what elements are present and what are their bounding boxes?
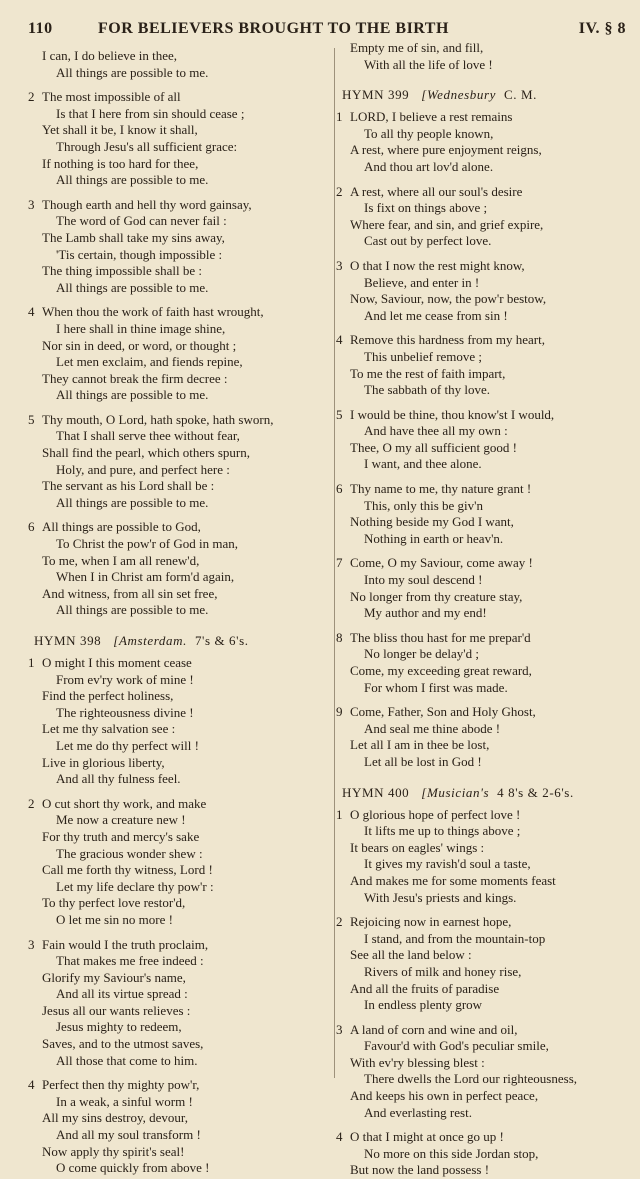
left-column xyxy=(28,48,327,1177)
verse-text: Fain would I the truth proclaim, xyxy=(42,936,209,952)
verse-number: 1 xyxy=(336,109,343,125)
verse-line: Let me thy salvation see : xyxy=(42,721,176,737)
verse-text: Thy mouth, O Lord, hath spoke, hath sworn, xyxy=(42,411,274,427)
verse-line: Nothing beside my God I want, xyxy=(350,514,514,530)
verse-line: That makes me free indeed : xyxy=(56,953,204,969)
verse-line: Saves, and to the utmost saves, xyxy=(42,1036,204,1052)
verse-line xyxy=(28,304,327,321)
verse-line: Cast out by perfect love. xyxy=(364,233,492,249)
verse-gap xyxy=(42,511,327,519)
verse-text: Come, O my Saviour, come away ! xyxy=(350,555,533,571)
tune-name: [Amsterdam. xyxy=(113,633,187,648)
verse-line xyxy=(28,655,327,672)
verse-line: I want, and thee alone. xyxy=(364,456,482,472)
verse-line: Where fear, and sin, and grief expire, xyxy=(350,216,544,232)
verse-line xyxy=(28,1077,327,1094)
verse-line: And all its virtue spread : xyxy=(56,986,188,1002)
verse-line: The sabbath of thy love. xyxy=(364,382,490,398)
verse-line: And everlasting rest. xyxy=(364,1104,472,1120)
verse-number: 2 xyxy=(336,914,343,930)
verse-line: Favour'd with God's peculiar smile, xyxy=(364,1038,549,1054)
verse-line: To all thy people known, xyxy=(364,125,494,141)
verse-line: And all thy fulness feel. xyxy=(56,771,181,787)
verse-line: And makes me for some moments feast xyxy=(350,872,556,888)
verse-line: And all my soul transform ! xyxy=(56,1127,201,1143)
verse-line: Live in glorious liberty, xyxy=(42,754,165,770)
verse-text: O might I this moment cease xyxy=(42,655,192,670)
verse-line: For thy truth and mercy's sake xyxy=(42,828,200,844)
verse-line xyxy=(336,629,635,647)
verse-line xyxy=(28,936,327,954)
verse-line: To thy perfect love restor'd, xyxy=(42,895,186,911)
verse-line: To me, when I am all renew'd, xyxy=(42,552,200,568)
verse-line: There dwells the Lord our righteousness, xyxy=(364,1071,578,1087)
verse-line: Is fixt on things above ; xyxy=(364,200,488,216)
verse-line: Jesus mighty to redeem, xyxy=(56,1019,182,1035)
verse-gap xyxy=(350,1121,635,1129)
verse-number: 3 xyxy=(336,1021,343,1037)
verse-text: O that I might at once go up ! xyxy=(350,1129,504,1145)
right-column xyxy=(336,40,635,1179)
verse-line: And all the fruits of paradise xyxy=(350,980,500,996)
verse-gap xyxy=(42,81,327,89)
verse-line: And let me cease from sin ! xyxy=(364,307,508,323)
verse-line: If nothing is too hard for thee, xyxy=(42,155,199,171)
verse-line: All my sins destroy, devour, xyxy=(42,1110,188,1126)
verse-line: The righteousness divine ! xyxy=(56,704,194,720)
verse-gap xyxy=(42,619,327,627)
verse-gap xyxy=(350,176,635,184)
verse-line: Now, Saviour, now, the pow'r bestow, xyxy=(350,291,547,307)
verse-line xyxy=(336,1021,635,1039)
section-mark: IV. § 8 xyxy=(578,20,626,37)
verse-line xyxy=(336,183,635,201)
verse-text: O that I now the rest might know, xyxy=(350,257,525,273)
verse-number: 4 xyxy=(336,1129,343,1145)
verse-number: 2 xyxy=(336,183,343,199)
verse-line: They cannot break the firm decree : xyxy=(42,370,228,386)
verse-line: To Christ the pow'r of God in man, xyxy=(56,536,238,552)
verse-number: 3 xyxy=(336,257,343,273)
verse-text: Come, Father, Son and Holy Ghost, xyxy=(350,704,536,720)
verse-line xyxy=(336,1129,635,1146)
verse-line xyxy=(28,519,327,536)
verse-line: And witness, from all sin set free, xyxy=(42,585,218,601)
verse-line: This unbelief remove ; xyxy=(364,348,483,364)
verse-line: All things are possible to me. xyxy=(56,494,209,510)
verse-line: Is that I here from sin should cease ; xyxy=(56,105,245,121)
verse-line: I can, I do believe in thee, xyxy=(42,48,177,63)
hymn-heading xyxy=(342,85,635,105)
verse-number: 1 xyxy=(28,655,35,670)
verse-number: 1 xyxy=(336,806,343,822)
verse-number: 2 xyxy=(28,795,35,811)
verse-line: And seal me thine abode ! xyxy=(364,720,501,736)
verse-line xyxy=(336,109,635,126)
verse-line: This, only this be giv'n xyxy=(364,497,483,513)
verse-line: The word of God can never fail : xyxy=(56,213,227,229)
verse-line: Thee, O my all sufficient good ! xyxy=(350,439,517,455)
verse-gap xyxy=(350,250,635,258)
verse-text: The most impossible of all xyxy=(42,89,181,105)
verse-text: I would be thine, thou know'st I would, xyxy=(350,406,555,422)
verse-line: With Jesu's priests and kings. xyxy=(364,889,517,905)
verse-line: The thing impossible shall be : xyxy=(42,263,202,279)
verse-line: 'Tis certain, though impossible : xyxy=(56,246,223,262)
verse-line: Let my life declare thy pow'r : xyxy=(56,878,214,894)
verse-line xyxy=(336,406,635,424)
verse-gap xyxy=(350,906,635,914)
verse-line: O let me sin no more ! xyxy=(56,911,173,927)
verse-line: Through Jesu's all sufficient grace: xyxy=(56,138,238,154)
verse-line: Shall find the pearl, which others spurn, xyxy=(42,445,250,461)
verse-line: From ev'ry work of mine ! xyxy=(56,671,194,687)
verse-line: Come, my exceeding great reward, xyxy=(350,663,532,678)
verse-number: 2 xyxy=(28,89,35,105)
hymn-number: HYMN 400 xyxy=(342,784,410,800)
verse-text: Perfect then thy mighty pow'r, xyxy=(42,1077,200,1093)
verse-line: Let all I am in thee be lost, xyxy=(350,737,490,753)
verse-line: Let all be lost in God ! xyxy=(364,753,482,769)
verse-number: 5 xyxy=(28,411,35,427)
verse-text: O cut short thy work, and make xyxy=(42,795,207,811)
verse-gap xyxy=(350,473,635,481)
verse-text: Remove this hardness from my heart, xyxy=(350,332,545,348)
verse-text: The bliss thou hast for me prepar'd xyxy=(350,629,531,645)
verse-text: Rejoicing now in earnest hope, xyxy=(350,914,512,930)
verse-gap xyxy=(42,929,327,937)
verse-line: And have thee all my own : xyxy=(364,423,508,439)
verse-line: With all the life of love ! xyxy=(364,56,493,72)
verse-text: A rest, where all our soul's desire xyxy=(350,183,523,199)
verse-gap xyxy=(350,771,635,779)
verse-line xyxy=(336,806,635,824)
verse-line xyxy=(28,411,327,429)
verse-line: All things are possible to me. xyxy=(56,172,209,188)
column-divider xyxy=(334,48,335,1078)
hymn-meter: C. M. xyxy=(504,87,537,103)
verse-number: 6 xyxy=(28,519,35,535)
verse-line xyxy=(336,257,635,275)
verse-text: When thou the work of faith hast wrought, xyxy=(42,304,264,320)
verse-gap xyxy=(42,296,327,304)
verse-text: Though earth and hell thy word gainsay, xyxy=(42,196,252,212)
verse-line: Me now a creature new ! xyxy=(56,812,186,828)
verse-line: With ev'ry blessing blest : xyxy=(350,1054,485,1070)
verse-line: The gracious wonder shew : xyxy=(56,845,203,861)
verse-line: It lifts me up to things above ; xyxy=(364,823,521,839)
verse-line: It bears on eagles' wings : xyxy=(350,839,485,855)
verse-number: 8 xyxy=(336,629,343,645)
verse-number: 7 xyxy=(336,555,343,571)
verse-line: To me the rest of faith impart, xyxy=(350,365,506,381)
verse-line: The Lamb shall take my sins away, xyxy=(42,229,225,245)
verse-gap xyxy=(42,788,327,796)
verse-line: My author and my end! xyxy=(364,605,487,621)
verse-number: 6 xyxy=(336,481,343,497)
verse-text: LORD, I believe a rest remains xyxy=(350,109,513,125)
verse-number: 4 xyxy=(28,1077,35,1093)
verse-gap xyxy=(42,1069,327,1077)
verse-number: 3 xyxy=(28,936,35,952)
verse-gap xyxy=(42,189,327,197)
tune-name: [Wednesbury xyxy=(421,87,497,103)
verse-gap xyxy=(42,404,327,412)
verse-line: And thou art lov'd alone. xyxy=(364,158,494,174)
verse-text: All things are possible to God, xyxy=(42,519,201,535)
verse-line: Jesus all our wants relieves : xyxy=(42,1002,191,1018)
verse-line xyxy=(336,704,635,721)
verse-line: For whom I first was made. xyxy=(364,679,508,695)
verse-line: In endless plenty grow xyxy=(364,997,483,1013)
verse-line: Now apply thy spirit's seal! xyxy=(42,1143,185,1159)
verse-line: Glorify my Saviour's name, xyxy=(42,969,186,985)
verse-gap xyxy=(350,73,635,81)
verse-text: O glorious hope of perfect love ! xyxy=(350,806,521,822)
verse-text: Thy name to me, thy nature grant ! xyxy=(350,481,532,497)
page-header xyxy=(28,20,630,42)
verse-line: All those that come to him. xyxy=(56,1052,198,1068)
verse-line xyxy=(28,89,327,106)
verse-line: Call me forth thy witness, Lord ! xyxy=(42,862,213,878)
verse-line: O come quickly from above ! xyxy=(56,1160,210,1176)
verse-line: Empty me of sin, and fill, xyxy=(350,40,484,55)
verse-line: I here shall in thine image shine, xyxy=(56,320,226,336)
verse-line: Find the perfect holiness, xyxy=(42,688,174,704)
hymn-number: HYMN 398 xyxy=(34,633,102,648)
verse-text: A land of corn and wine and oil, xyxy=(350,1021,518,1037)
running-title: FOR BELIEVERS BROUGHT TO THE BIRTH xyxy=(98,20,449,37)
verse-gap xyxy=(350,399,635,407)
verse-gap xyxy=(350,324,635,332)
verse-number: 9 xyxy=(336,704,343,720)
verse-line: When I in Christ am form'd again, xyxy=(56,569,235,585)
verse-line: Nor sin in deed, or word, or thought ; xyxy=(42,337,237,353)
verse-line: All things are possible to me. xyxy=(56,387,209,403)
verse-line: Rivers of milk and honey rise, xyxy=(364,963,522,979)
verse-line: No longer be delay'd ; xyxy=(364,646,479,662)
verse-gap xyxy=(350,547,635,555)
verse-line: All things are possible to me. xyxy=(56,602,209,618)
verse-number: 4 xyxy=(28,304,35,320)
verse-gap xyxy=(350,622,635,630)
verse-gap xyxy=(350,1014,635,1022)
verse-line xyxy=(336,332,635,349)
verse-line xyxy=(28,196,327,214)
verse-line: That I shall serve thee without fear, xyxy=(56,428,240,444)
verse-line: Let men exclaim, and fiends repine, xyxy=(56,354,243,370)
verse-line: No longer from thy creature stay, xyxy=(350,588,523,604)
verse-line: And keeps his own in perfect peace, xyxy=(350,1088,539,1104)
verse-line: The servant as his Lord shall be : xyxy=(42,478,215,494)
verse-line: Yet shall it be, I know it shall, xyxy=(42,122,198,138)
verse-line: Believe, and enter in ! xyxy=(364,274,480,290)
verse-line: Nothing in earth or heav'n. xyxy=(364,530,504,546)
hymn-meter: 7's & 6's. xyxy=(194,633,249,648)
hymn-heading xyxy=(34,631,327,651)
tune-name: [Musician's xyxy=(421,784,490,800)
verse-number: 3 xyxy=(28,196,35,212)
page-number: 110 xyxy=(28,20,53,37)
verse-line: Let me do thy perfect will ! xyxy=(56,737,199,753)
hymn-meter: 4 8's & 2-6's. xyxy=(497,784,574,800)
verse-line: No more on this side Jordan stop, xyxy=(364,1145,539,1161)
verse-number: 5 xyxy=(336,406,343,422)
verse-line: All things are possible to me. xyxy=(56,279,209,295)
verse-line: It gives my ravish'd soul a taste, xyxy=(364,856,531,872)
verse-line: Holy, and pure, and perfect here : xyxy=(56,461,230,477)
verse-line: But now the land possess ! xyxy=(350,1162,490,1178)
verse-line xyxy=(28,795,327,813)
verse-line: I stand, and from the mountain-top xyxy=(364,930,546,946)
verse-gap xyxy=(350,696,635,704)
verse-line: All things are possible to me. xyxy=(56,64,209,80)
verse-line: Into my soul descend ! xyxy=(364,572,483,588)
hymn-number: HYMN 399 xyxy=(342,87,410,103)
verse-line: See all the land below : xyxy=(350,947,472,963)
verse-line xyxy=(336,914,635,931)
verse-line xyxy=(336,481,635,498)
verse-line: A rest, where pure enjoyment reigns, xyxy=(350,142,542,158)
hymn-heading xyxy=(342,783,635,803)
verse-number: 4 xyxy=(336,332,343,348)
verse-line xyxy=(336,555,635,572)
verse-line: In a weak, a sinful worm ! xyxy=(56,1093,193,1109)
